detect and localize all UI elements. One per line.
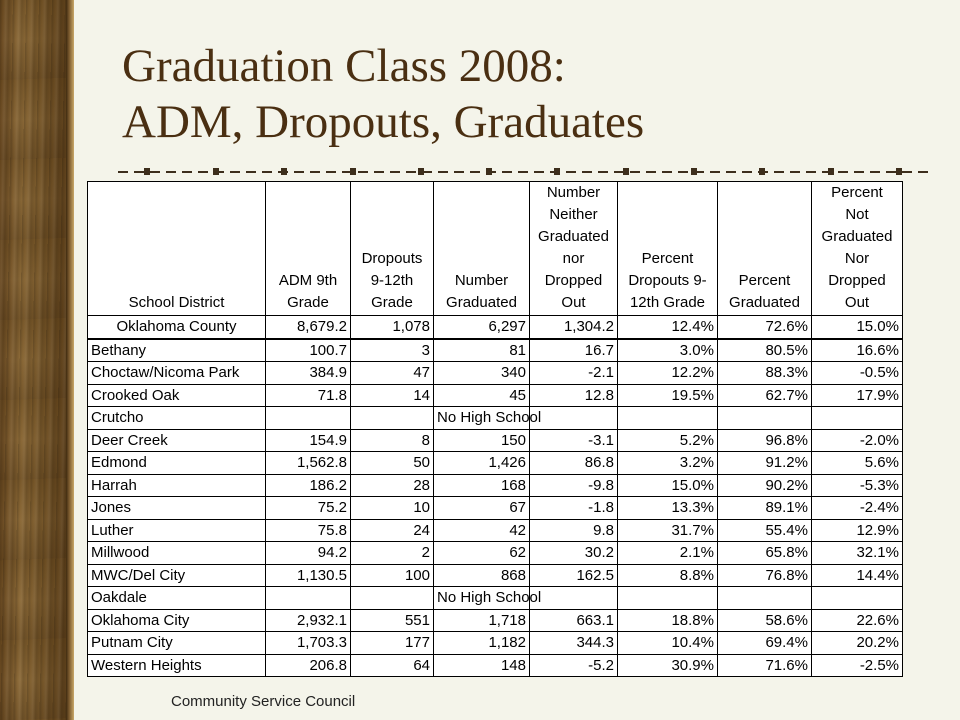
divider-dot xyxy=(213,168,219,175)
wood-border-edge xyxy=(66,0,74,720)
value-cell xyxy=(266,587,351,610)
value-cell: 71.8 xyxy=(266,384,351,407)
value-cell: 340 xyxy=(434,362,530,385)
value-cell: 19.5% xyxy=(618,384,718,407)
value-cell: 75.8 xyxy=(266,519,351,542)
value-cell xyxy=(812,587,903,610)
column-header-line: Percent xyxy=(738,272,791,289)
value-cell: 14 xyxy=(351,384,434,407)
column-header-line: Dropouts xyxy=(361,250,423,267)
value-cell: 8,679.2 xyxy=(266,316,351,339)
district-name-cell: Oklahoma County xyxy=(88,316,266,339)
table-row xyxy=(88,564,903,587)
column-header-line: Grade xyxy=(287,294,329,311)
value-cell: 1,182 xyxy=(434,632,530,655)
value-cell: -9.8 xyxy=(530,474,618,497)
column-header-line: Out xyxy=(844,294,870,311)
value-cell: 30.2 xyxy=(530,542,618,565)
value-cell xyxy=(718,407,812,430)
value-cell: -2.4% xyxy=(812,497,903,520)
divider-dot xyxy=(350,168,356,175)
value-cell: 1,703.3 xyxy=(266,632,351,655)
value-cell: 12.9% xyxy=(812,519,903,542)
value-cell: 64 xyxy=(351,654,434,677)
table-row xyxy=(88,339,903,362)
slide-title-line-1: Graduation Class 2008: xyxy=(122,40,566,92)
value-cell: 67 xyxy=(434,497,530,520)
value-cell: 69.4% xyxy=(718,632,812,655)
divider-dot xyxy=(144,168,150,175)
value-cell: 100.7 xyxy=(266,339,351,362)
value-cell: 76.8% xyxy=(718,564,812,587)
column-header-line: nor xyxy=(562,250,585,267)
table-row xyxy=(88,384,903,407)
value-cell: 75.2 xyxy=(266,497,351,520)
column-header xyxy=(434,182,530,316)
value-cell: 30.9% xyxy=(618,654,718,677)
value-cell: 154.9 xyxy=(266,429,351,452)
value-cell: 55.4% xyxy=(718,519,812,542)
value-cell: 5.6% xyxy=(812,452,903,475)
column-header-line: Number xyxy=(546,184,601,201)
table-row xyxy=(88,452,903,475)
value-cell: 10 xyxy=(351,497,434,520)
value-cell: -2.5% xyxy=(812,654,903,677)
value-cell: 16.6% xyxy=(812,339,903,362)
table-row xyxy=(88,519,903,542)
table-total-row xyxy=(88,316,903,339)
divider-dot xyxy=(418,168,424,175)
column-header-line: Not xyxy=(845,206,869,223)
district-name-cell: Putnam City xyxy=(88,632,266,655)
column-header-line: Percent xyxy=(641,250,694,267)
district-name-cell: Harrah xyxy=(88,474,266,497)
value-cell: 94.2 xyxy=(266,542,351,565)
column-header-line: Grade xyxy=(371,294,413,311)
value-cell: -2.1 xyxy=(530,362,618,385)
column-header-line: School District xyxy=(128,294,225,311)
divider-dot xyxy=(281,168,287,175)
table-row xyxy=(88,474,903,497)
divider-dot xyxy=(828,168,834,175)
value-cell: 81 xyxy=(434,339,530,362)
value-cell: 15.0% xyxy=(618,474,718,497)
value-cell: 62 xyxy=(434,542,530,565)
district-name-cell: Crutcho xyxy=(88,407,266,430)
value-cell: 88.3% xyxy=(718,362,812,385)
value-cell: 47 xyxy=(351,362,434,385)
table-row xyxy=(88,407,903,430)
graduation-table xyxy=(87,181,903,677)
value-cell: 16.7 xyxy=(530,339,618,362)
table-row xyxy=(88,429,903,452)
value-cell: 344.3 xyxy=(530,632,618,655)
value-cell: 20.2% xyxy=(812,632,903,655)
value-cell xyxy=(618,407,718,430)
value-cell: 150 xyxy=(434,429,530,452)
divider-dot xyxy=(486,168,492,175)
value-cell: 18.8% xyxy=(618,609,718,632)
column-header-line: 9-12th xyxy=(370,272,414,289)
value-cell: 91.2% xyxy=(718,452,812,475)
value-cell: -2.0% xyxy=(812,429,903,452)
column-header-line: Neither xyxy=(549,206,598,223)
slide-title xyxy=(122,38,922,150)
divider-dot xyxy=(759,168,765,175)
value-cell: 3.0% xyxy=(618,339,718,362)
value-cell: 42 xyxy=(434,519,530,542)
value-cell: 15.0% xyxy=(812,316,903,339)
column-header-line: Graduated xyxy=(538,228,609,245)
value-cell: 14.4% xyxy=(812,564,903,587)
value-cell: 9.8 xyxy=(530,519,618,542)
district-name-cell: MWC/Del City xyxy=(88,564,266,587)
value-cell: 3.2% xyxy=(618,452,718,475)
value-cell: 10.4% xyxy=(618,632,718,655)
value-cell xyxy=(530,407,618,430)
divider-dash-line xyxy=(118,164,928,180)
title-divider xyxy=(118,164,928,180)
value-cell: -1.8 xyxy=(530,497,618,520)
column-header xyxy=(618,182,718,316)
column-header-line: Graduated xyxy=(821,228,893,245)
value-cell: 5.2% xyxy=(618,429,718,452)
value-cell: 551 xyxy=(351,609,434,632)
value-cell: 206.8 xyxy=(266,654,351,677)
value-cell: 17.9% xyxy=(812,384,903,407)
value-cell: 1,304.2 xyxy=(530,316,618,339)
value-cell: 96.8% xyxy=(718,429,812,452)
column-header-line: Out xyxy=(561,294,586,311)
value-cell xyxy=(530,587,618,610)
value-cell xyxy=(812,407,903,430)
district-name-cell: Millwood xyxy=(88,542,266,565)
column-header-line: Dropouts 9- xyxy=(628,272,707,289)
value-cell: -5.2 xyxy=(530,654,618,677)
column-header xyxy=(266,182,351,316)
district-name-cell: Choctaw/Nicoma Park xyxy=(88,362,266,385)
value-cell: 50 xyxy=(351,452,434,475)
column-header xyxy=(812,182,903,316)
footer-text: Community Service Council xyxy=(171,693,356,710)
value-cell: 1,130.5 xyxy=(266,564,351,587)
value-cell: 663.1 xyxy=(530,609,618,632)
slide-title-line-2: ADM, Dropouts, Graduates xyxy=(122,96,645,148)
divider-dot xyxy=(554,168,560,175)
column-header-line: Nor xyxy=(844,250,870,267)
table-row xyxy=(88,362,903,385)
no-high-school-note: No High School xyxy=(434,407,530,430)
value-cell: 1,426 xyxy=(434,452,530,475)
value-cell: 2.1% xyxy=(618,542,718,565)
value-cell: 31.7% xyxy=(618,519,718,542)
value-cell: -5.3% xyxy=(812,474,903,497)
district-name-cell: Edmond xyxy=(88,452,266,475)
no-high-school-note: No High School xyxy=(434,587,530,610)
column-header-line: ADM 9th xyxy=(278,272,338,289)
column-header xyxy=(351,182,434,316)
value-cell: 90.2% xyxy=(718,474,812,497)
value-cell xyxy=(351,587,434,610)
district-name-cell: Jones xyxy=(88,497,266,520)
wood-border xyxy=(0,0,66,720)
district-name-cell: Bethany xyxy=(88,339,266,362)
value-cell xyxy=(266,407,351,430)
district-name-cell: Western Heights xyxy=(88,654,266,677)
column-header-line: Percent xyxy=(831,184,883,201)
column-header-line: 12th Grade xyxy=(629,294,706,311)
value-cell xyxy=(618,587,718,610)
table-row xyxy=(88,609,903,632)
district-name-cell: Deer Creek xyxy=(88,429,266,452)
district-name-cell: Oklahoma City xyxy=(88,609,266,632)
divider-dot xyxy=(896,168,902,175)
column-header xyxy=(530,182,618,316)
value-cell: 186.2 xyxy=(266,474,351,497)
value-cell: 162.5 xyxy=(530,564,618,587)
value-cell: 12.8 xyxy=(530,384,618,407)
value-cell: 62.7% xyxy=(718,384,812,407)
value-cell: 177 xyxy=(351,632,434,655)
value-cell: 384.9 xyxy=(266,362,351,385)
value-cell: 28 xyxy=(351,474,434,497)
column-header xyxy=(88,182,266,316)
value-cell: 86.8 xyxy=(530,452,618,475)
divider-dot xyxy=(623,168,629,175)
table-header-row xyxy=(88,182,903,316)
table-row xyxy=(88,654,903,677)
value-cell: 24 xyxy=(351,519,434,542)
value-cell: 3 xyxy=(351,339,434,362)
district-name-cell: Oakdale xyxy=(88,587,266,610)
value-cell: 22.6% xyxy=(812,609,903,632)
value-cell: 12.4% xyxy=(618,316,718,339)
value-cell: 2 xyxy=(351,542,434,565)
value-cell: 12.2% xyxy=(618,362,718,385)
value-cell: 1,562.8 xyxy=(266,452,351,475)
district-name-cell: Luther xyxy=(88,519,266,542)
column-header-line: Dropped xyxy=(828,272,886,289)
value-cell: 148 xyxy=(434,654,530,677)
value-cell: 1,718 xyxy=(434,609,530,632)
value-cell: 8 xyxy=(351,429,434,452)
column-header-line: Graduated xyxy=(729,294,800,311)
column-header-line: Graduated xyxy=(446,294,517,311)
column-header xyxy=(718,182,812,316)
table-row xyxy=(88,587,903,610)
table-row xyxy=(88,542,903,565)
value-cell: 32.1% xyxy=(812,542,903,565)
value-cell: 45 xyxy=(434,384,530,407)
value-cell: 58.6% xyxy=(718,609,812,632)
value-cell: -0.5% xyxy=(812,362,903,385)
column-header-line: Dropped xyxy=(544,272,603,289)
value-cell: 65.8% xyxy=(718,542,812,565)
table-row xyxy=(88,497,903,520)
value-cell: 168 xyxy=(434,474,530,497)
table-row xyxy=(88,632,903,655)
value-cell: 2,932.1 xyxy=(266,609,351,632)
value-cell: 8.8% xyxy=(618,564,718,587)
value-cell xyxy=(351,407,434,430)
graduation-table-container xyxy=(87,181,902,677)
table-body xyxy=(88,316,903,677)
value-cell: 13.3% xyxy=(618,497,718,520)
value-cell: 1,078 xyxy=(351,316,434,339)
column-header-line: Number xyxy=(454,272,509,289)
value-cell: 100 xyxy=(351,564,434,587)
value-cell: 71.6% xyxy=(718,654,812,677)
value-cell: 80.5% xyxy=(718,339,812,362)
divider-dot xyxy=(691,168,697,175)
value-cell xyxy=(718,587,812,610)
value-cell: 6,297 xyxy=(434,316,530,339)
value-cell: 89.1% xyxy=(718,497,812,520)
value-cell: 72.6% xyxy=(718,316,812,339)
value-cell: -3.1 xyxy=(530,429,618,452)
value-cell: 868 xyxy=(434,564,530,587)
district-name-cell: Crooked Oak xyxy=(88,384,266,407)
